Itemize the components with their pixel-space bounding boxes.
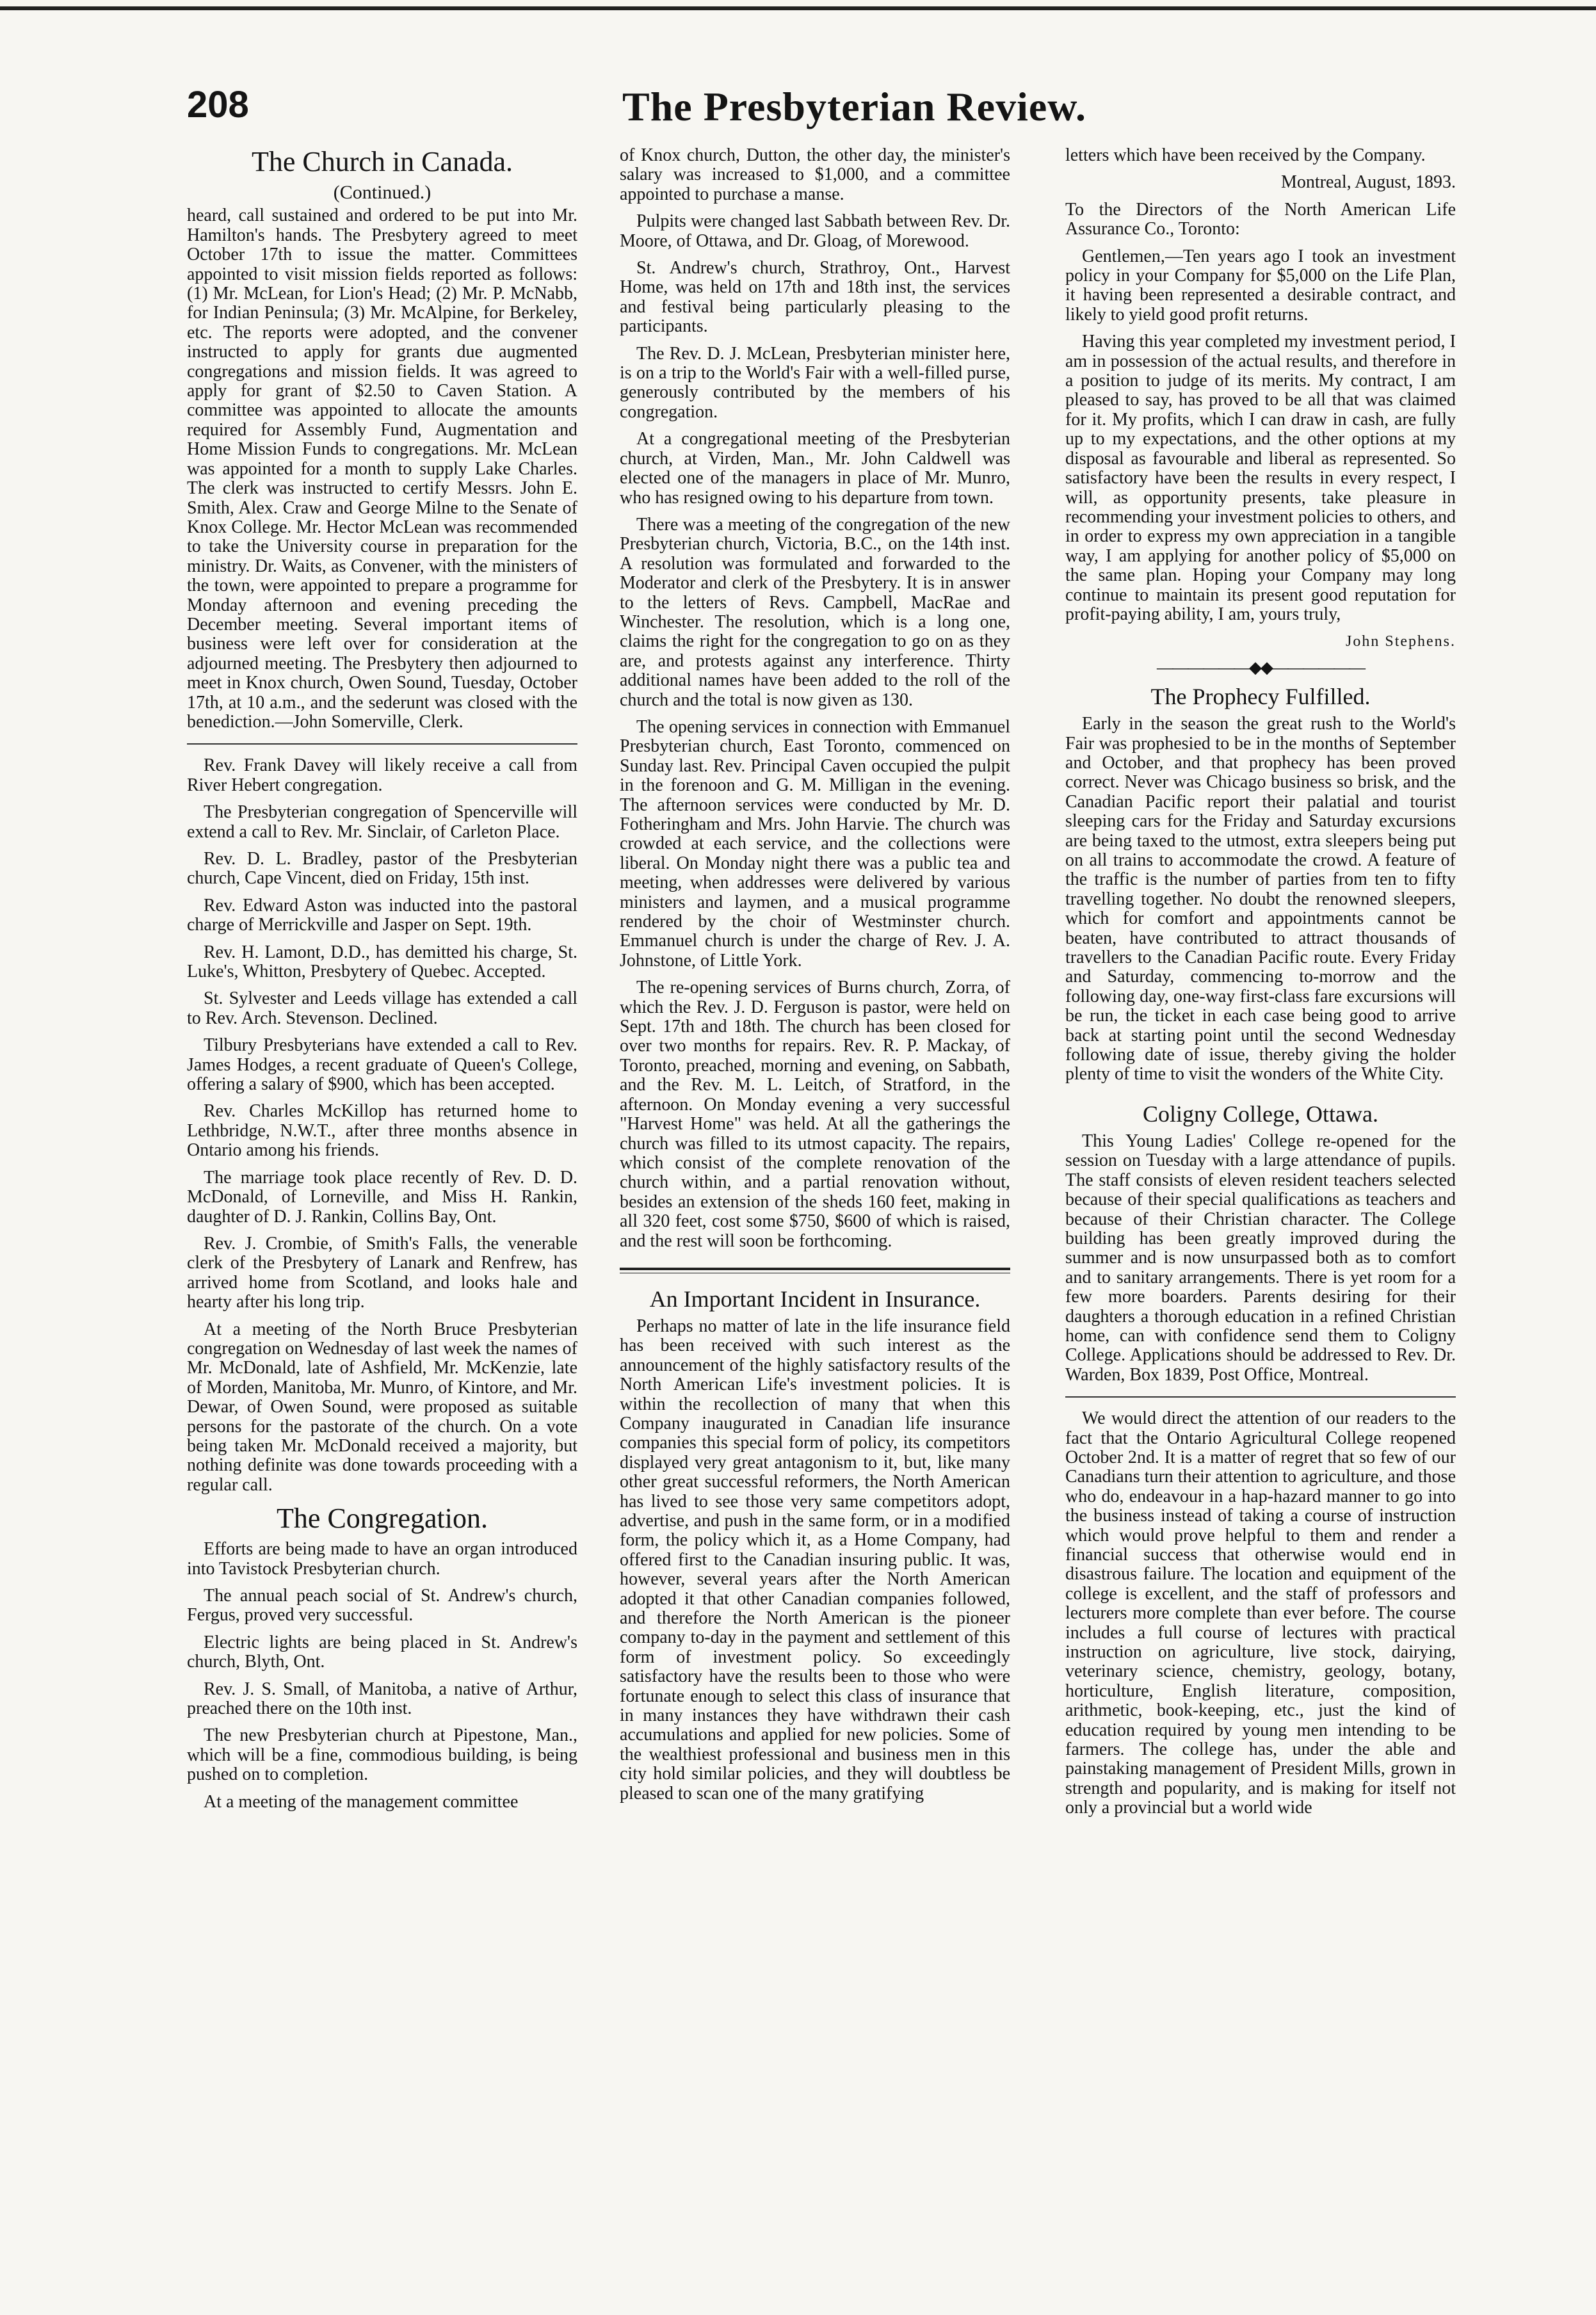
paragraph: St. Sylvester and Leeds village has extended a call to Rev. Arch. Stevenson. Declined. xyxy=(187,988,577,1028)
paragraph: Having this year completed my investment period, I am in possession of the actual results, and therefore in a position to judge of its merits. My contract, I am pleased to say, has proved to be all that was claimed for it. My profits, which I can draw in cash, are fully up to my expectations, and the other options at my disposal as favourable and liberal as represented. So satisfactory have been the results in every respect, I will, as opportunity presents, take pleasure in recommending your investment policies to others, and in order to express my own appreciation in a tangible way, I am applying for another policy of $5,000 on the same plan. Hoping your Company may long continue to maintain its present good reputation for profit-paying ability, I am, yours truly, xyxy=(1065,332,1456,624)
section-heading-insurance: An Important Incident in Insurance. xyxy=(649,1286,981,1312)
paragraph: Rev. H. Lamont, D.D., has demitted his charge, St. Luke's, Whitton, Presbytery of Quebec. Accepted. xyxy=(187,942,577,982)
paragraph: Rev. J. S. Small, of Manitoba, a native of Arthur, preached there on the 10th inst. xyxy=(187,1679,577,1719)
paragraph: The marriage took place recently of Rev. D. D. McDonald, of Lorneville, and Miss H. Rankin, daughter of D. J. Rankin, Collins Bay, Ont. xyxy=(187,1167,577,1227)
paragraph: Rev. Charles McKillop has returned home to Lethbridge, N.W.T., after three months absence in Ontario among his friends. xyxy=(187,1101,577,1161)
letter-salutation: To the Directors of the North American Life Assurance Co., Toronto: xyxy=(1065,199,1456,239)
paragraph: Pulpits were changed last Sabbath between Rev. Dr. Moore, of Ottawa, and Dr. Gloag, of Morewood. xyxy=(620,211,1010,251)
continued-label: (Continued.) xyxy=(333,182,431,203)
paragraph: There was a meeting of the congregation of the new Presbyterian church, Victoria, B.C., on the 14th inst. A resolution was formulated and forwarded to the Moderator and clerk of the Presbytery. It is in answer to the letters of Revs. Campbell, MacRae and Winchester. The resolution, which is a long one, claims the right for the congregation to go on as they are, and protests against any interference. Thirty additional names have been added to the roll of the church and the total is now given as 130. xyxy=(620,514,1010,710)
paragraph: Perhaps no matter of late in the life insurance field has been received with such interest as the announcement of the highly satisfactory results of the North American Life's investment policies. It is within the recollection of many that when this Company inaugurated in Canadian life insurance companies this special form of policy, its competitors displayed very great antagonism to it, but, like many other great successful reformers, the North American has lived to see those very same competitors adopt, advertise, and push in the same form, or in a modified form, the policy which it, as a Home Company, had offered first to the Canadian insuring public. It was, however, several years after the North American adopted it that other Canadian companies followed, and therefore the North American is the pioneer company to-day in the payment and settlement of this form of investment policy. So exceedingly satisfactory have the results been to those who were fortunate enough to select this class of insurance that in many instances they have withdrawn their cash accumulations and applied for new policies. Some of the wealthiest professional and business men in this city hold similar policies, and they will doubtless be pleased to scan one of the many gratifying xyxy=(620,1316,1010,1803)
ornamental-rule: ——————◆◆—————— xyxy=(1157,657,1364,677)
paragraph: The opening services in connection with Emmanuel Presbyterian church, East Toronto, commenced on Sunday last. Rev. Principal Caven occupied the pulpit in the forenoon and G. M. Milligan in the evening. The afternoon services were conducted by Mr. D. Fotheringham and Mrs. John Harvie. The church was crowded at each service, and the collections were liberal. On Monday night there was a public tea and meeting, when addresses were delivered by various ministers and laymen, and a musical programme rendered by the choir of Westminster church. Emmanuel church is under the charge of Rev. J. A. Johnstone, of Little York. xyxy=(620,716,1010,971)
column-1 xyxy=(187,146,577,1819)
paragraph: This Young Ladies' College re-opened for the session on Tuesday with a large attendance of pupils. The staff consists of eleven resident teachers selected because of their special qualifications as teachers and because of their Christian character. The College building has been greatly improved during the summer and is now unsurpassed both as to comfort and to sanitary arrangements. There is yet room for a few more boarders. Parents desiring for their daughters a thorough education in a refined Christian home, can with confidence send them to Coligny College. Applications should be addressed to Rev. Dr. Warden, Box 1839, Post Office, Montreal. xyxy=(1065,1131,1456,1385)
column-3 xyxy=(1065,146,1456,1826)
masthead-title: The Presbyterian Review. xyxy=(622,84,1086,129)
paragraph: At a meeting of the North Bruce Presbyterian congregation on Wednesday of last week the names of Mr. McDonald, late of Ashfield, Mr. McKenzie, late of Morden, Manitoba, Mr. Munro, of Kintore, and Mr. Dewar, of Owen Sound, were proposed as suitable persons for the pastorate of the church. On a vote being taken Mr. McDonald received a majority, but nothing definite was done towards proceeding with a regular call. xyxy=(187,1319,577,1495)
section-heading-coligny: Coligny College, Ottawa. xyxy=(1143,1101,1378,1127)
paragraph: At a meeting of the management committee xyxy=(204,1791,519,1812)
paragraph: letters which have been received by the Company. xyxy=(1065,145,1426,165)
paragraph: The Presbyterian congregation of Spencerville will extend a call to Rev. Mr. Sinclair, of Carleton Place. xyxy=(187,802,577,842)
divider xyxy=(1065,1396,1456,1398)
spacer xyxy=(1065,1092,1456,1101)
section-heading-prophecy: The Prophecy Fulfilled. xyxy=(1150,684,1371,710)
section-heading-church-in-canada: The Church in Canada. xyxy=(251,146,513,177)
paragraph: Rev. Edward Aston was inducted into the pastoral charge of Merrickville and Jasper on Sept. 19th. xyxy=(187,895,577,935)
paragraph: At a congregational meeting of the Presbyterian church, at Virden, Man., Mr. John Caldwell was elected one of the managers in place of Mr. Munro, who has resigned owing to his departure from town. xyxy=(620,429,1010,508)
paragraph: Rev. D. L. Bradley, pastor of the Presbyterian church, Cape Vincent, died on Friday, 15th inst. xyxy=(187,849,577,889)
letter-signature: John Stephens. xyxy=(1346,633,1456,650)
paragraph: Early in the season the great rush to the World's Fair was prophesied to be in the months of September and October, and that prophecy has been proved correct. Never was Chicago business so brisk, and the Canadian Pacific report their palatial and tourist sleeping cars for the Friday and Saturday excursions are being taxed to the utmost, extra sleepers being put on all trains to accommodate the crowd. A feature of the traffic is the number of parties from ten to fifty travelling together. No doubt the renowned sleepers, which for comfort and appointments cannot be beaten, have contributed to attract thousands of travellers to the Canadian Pacific route. Every Friday and Saturday, commencing to-morrow and the following day, one-way first-class fare excursions will be run, the ticket in each case being good to arrive back at starting point until the second Wednesday following date of issue, thereby giving the holder plenty of time to visit the wonders of the White City. xyxy=(1065,714,1456,1085)
paragraph: of Knox church, Dutton, the other day, the minister's salary was increased to $1,000, and a committee appointed to purchase a manse. xyxy=(620,145,1010,204)
letter-dateline: Montreal, August, 1893. xyxy=(1281,172,1456,193)
paragraph: The annual peach social of St. Andrew's church, Fergus, proved very successful. xyxy=(187,1586,577,1625)
paragraph: Electric lights are being placed in St. Andrew's church, Blyth, Ont. xyxy=(187,1632,577,1672)
double-divider xyxy=(620,1268,1010,1273)
paragraph: We would direct the attention of our readers to the fact that the Ontario Agricultural College reopened October 2nd. It is a matter of regret that so few of our Canadians turn their attention to agriculture, and those who do, endeavour in a hap-hazard manner to go into the business instead of taking a course of instruction which would prove helpful to them and render a financial success that otherwise would end in disastrous failure. The location and equipment of the college is excellent, and the staff of professors and lecturers more complete than ever before. The course includes a full course of lectures with practical instruction on agriculture, live stock, dairying, veterinary science, chemistry, geology, botany, horticulture, English literature, composition, arithmetic, book-keeping, etc., just the kind of education required by young men intending to be farmers. The college has, under the able and painstaking management of President Mills, grown in strength and popularity, and is making for itself not only a provincial but a world wide xyxy=(1065,1408,1456,1818)
top-border-rule xyxy=(0,6,1596,10)
column-2 xyxy=(620,146,1010,1811)
divider xyxy=(187,743,577,745)
paragraph: heard, call sustained and ordered to be put into Mr. Hamilton's hands. The Presbytery agreed to meet October 17th to issue the matter. Committees appointed to visit mission fields reported as follows: (1) Mr. McLean, for Lion's Head; (2) Mr. P. McNabb, for Indian Peninsula; (3) Mr. McAlpine, for Berkeley, etc. The reports were adopted, and the convener instructed to apply for grants due augmented congregations and mission fields. It was agreed to apply for grant of $2.50 to Caven Station. A committee was appointed to allocate the amounts required for Assembly Fund, Augmentation and Home Mission Funds to congregations. Mr. McLean was appointed for a month to supply Lake Charles. The clerk was instructed to certify Messrs. John E. Smith, Alex. Craw and George Milne to the Senate of Knox College. Mr. Hector McLean was recommended to take the University course in preparation for the ministry. Dr. Waits, as Convener, with the ministers of the town, were appointed to prepare a programme for Monday afternoon and evening preceding the December meeting. Several important items of business were left over for consideration at the adjourned meeting. The Presbytery then adjourned to meet in Knox church, Owen Sound, Tuesday, October 17th, at 10 a.m., and the sederunt was closed with the benediction.—John Somerville, Clerk. xyxy=(187,206,577,732)
paragraph: The new Presbyterian church at Pipestone, Man., which will be a fine, commodious building, is being pushed on to completion. xyxy=(187,1725,577,1785)
paragraph: St. Andrew's church, Strathroy, Ont., Harvest Home, was held on 17th and 18th inst, the services and festival being particularly pleasing to the participants. xyxy=(620,258,1010,337)
paragraph: Tilbury Presbyterians have extended a call to Rev. James Hodges, a recent graduate of Queen's College, offering a salary of $900, which has been accepted. xyxy=(187,1035,577,1095)
paragraph: The re-opening services of Burns church, Zorra, of which the Rev. J. D. Ferguson is pastor, were held on Sept. 17th and 18th. The church has been closed for over two months for repairs. Rev. R. P. Mackay, of Toronto, preached, morning and evening, on Sabbath, and the Rev. M. L. Leitch, of Stratford, in the afternoon. On Monday evening a very successful "Harvest Home" was held. At all the gatherings the church was filled to its utmost capacity. The repairs, which consist of the complete renovation of the church within, and a partial renovation without, besides an extension of the sheds 160 feet, making in all 320 feet, cost some $750, $600 of which is raised, and the rest will soon be forthcoming. xyxy=(620,978,1010,1251)
section-heading-congregation: The Congregation. xyxy=(277,1503,488,1535)
page-number: 208 xyxy=(187,84,249,125)
paragraph: Rev. Frank Davey will likely receive a call from River Hebert congregation. xyxy=(187,755,577,795)
paragraph: Rev. J. Crombie, of Smith's Falls, the venerable clerk of the Presbytery of Lanark and Renfrew, has arrived home from Scotland, and looks hale and hearty after his long trip. xyxy=(187,1233,577,1312)
paragraph: Efforts are being made to have an organ introduced into Tavistock Presbyterian church. xyxy=(187,1539,577,1579)
paragraph: The Rev. D. J. McLean, Presbyterian minister here, is on a trip to the World's Fair with a well-filled purse, generously contributed by the members of his congregation. xyxy=(620,343,1010,422)
page-header xyxy=(187,83,1455,141)
paragraph: Gentlemen,—Ten years ago I took an investment policy in your Company for $5,000 on the Life Plan, it having been represented a desirable contract, and likely to yield good profit returns. xyxy=(1065,246,1456,325)
